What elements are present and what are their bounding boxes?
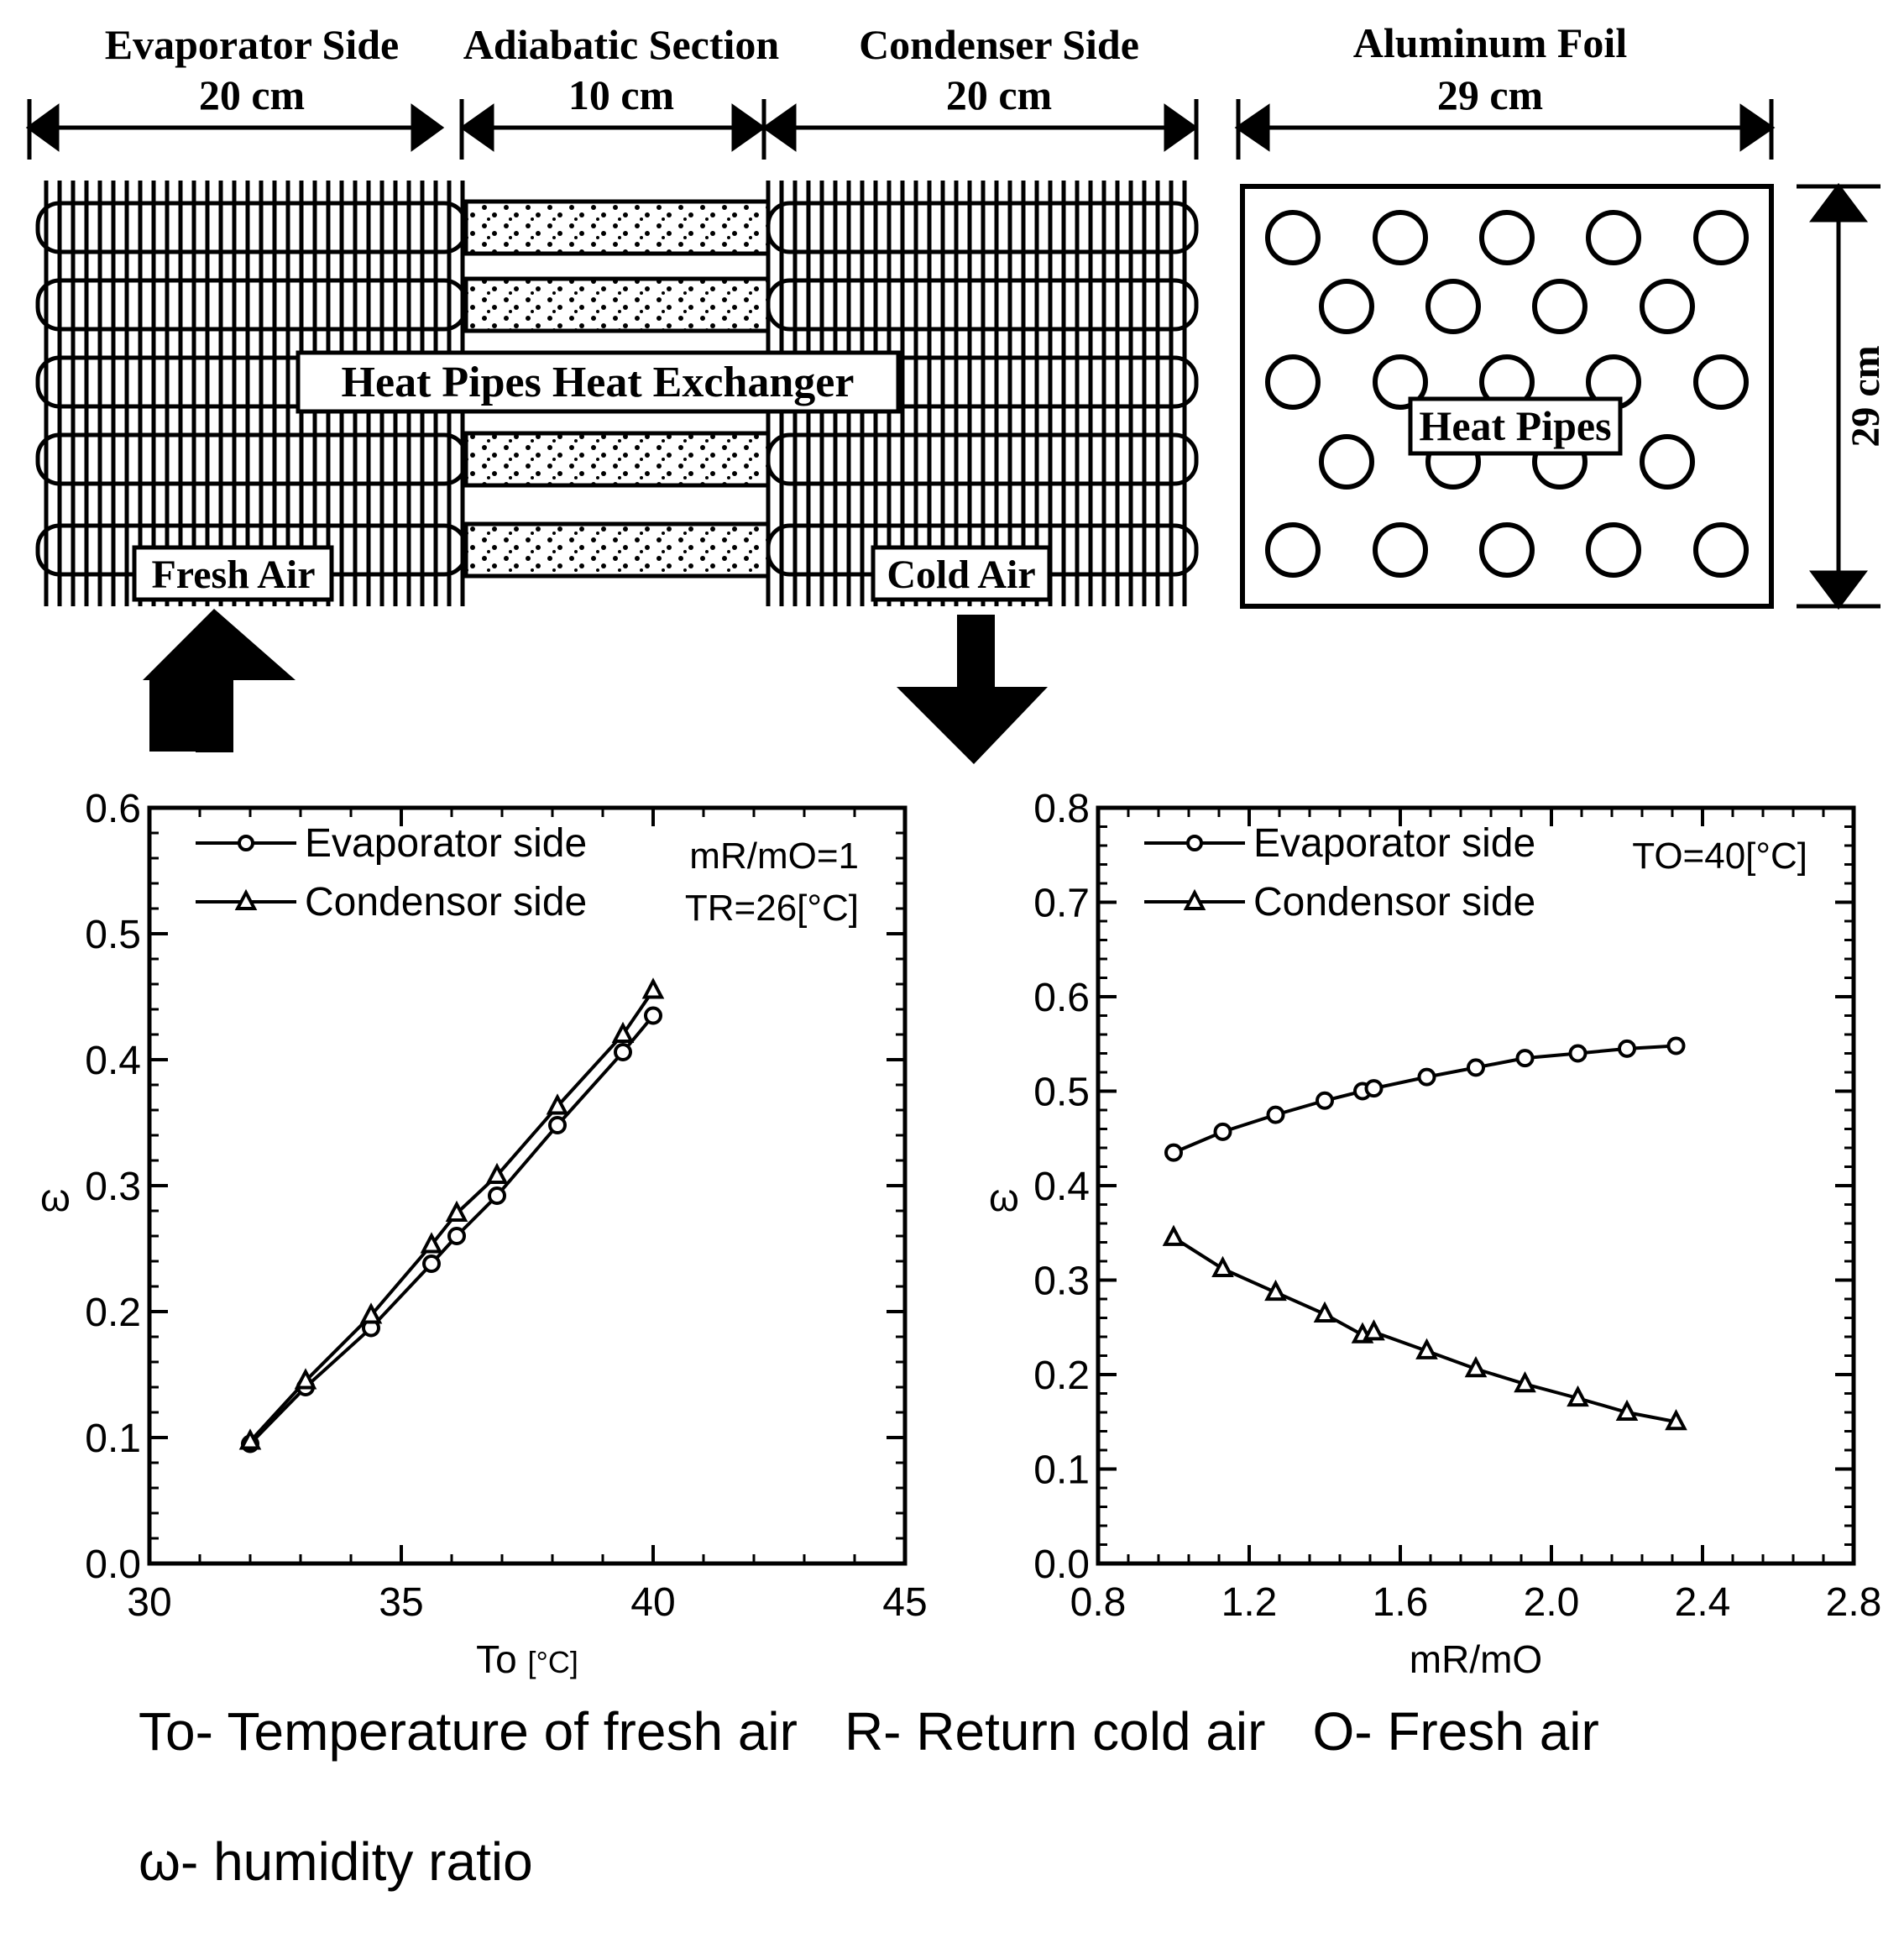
evaporator-point xyxy=(449,1228,464,1244)
condensor-point xyxy=(1467,1359,1484,1375)
cold-air-arrow xyxy=(897,687,1048,764)
condensor-point xyxy=(1316,1305,1333,1321)
evaporator-point xyxy=(646,1008,661,1024)
y-tick-label: 0.1 xyxy=(85,1417,141,1461)
evaporator-point xyxy=(1317,1093,1332,1108)
condensor-point xyxy=(1419,1342,1436,1358)
x-tick-label: 30 xyxy=(127,1580,172,1625)
y-tick-label: 0.2 xyxy=(85,1291,141,1335)
foil-height: 29 cm xyxy=(1844,345,1888,448)
y-tick-label: 0.8 xyxy=(1033,787,1090,831)
legend-label: Condensor side xyxy=(1253,880,1536,924)
foil-title: Aluminum Foil xyxy=(1352,19,1628,66)
y-tick-label: 0.5 xyxy=(1033,1070,1090,1115)
legend-marker-triangle xyxy=(238,893,254,909)
y-tick-label: 0.2 xyxy=(1033,1354,1090,1398)
x-tick-label: 2.8 xyxy=(1825,1580,1882,1625)
condenser-length: 20 cm xyxy=(945,71,1053,118)
evaporator-title: Evaporator Side xyxy=(104,21,400,68)
adiabatic-length: 10 cm xyxy=(568,71,675,118)
legend-label: Condensor side xyxy=(305,880,588,924)
condensor-point xyxy=(1570,1389,1587,1405)
evaporator-point xyxy=(424,1256,439,1271)
chart-temperature xyxy=(40,787,928,1679)
condensor-point xyxy=(1165,1228,1182,1244)
x-tick-label: 1.2 xyxy=(1221,1580,1278,1625)
y-tick-label: 0.6 xyxy=(85,787,141,831)
evaporator-point xyxy=(1518,1050,1533,1066)
x-tick-label: 35 xyxy=(379,1580,424,1625)
chart-mass-ratio xyxy=(989,787,1881,1679)
evaporator-point xyxy=(1420,1070,1435,1085)
evaporator-point xyxy=(1571,1046,1586,1061)
evaporator-point xyxy=(489,1188,505,1203)
x-axis-label: To [°C] xyxy=(476,1637,578,1679)
y-tick-label: 0.4 xyxy=(1033,1165,1090,1209)
condensor-point xyxy=(645,982,662,998)
exchanger-label: Heat Pipes Heat Exchanger xyxy=(341,359,855,406)
evaporator-point xyxy=(615,1045,630,1060)
heat-pipes-label: Heat Pipes xyxy=(1419,402,1612,449)
caption-o: O- Fresh air xyxy=(1312,1701,1599,1762)
condensor-point xyxy=(1517,1375,1534,1391)
y-axis-label: ω xyxy=(989,1176,1019,1219)
x-tick-label: 40 xyxy=(630,1580,676,1625)
x-tick-label: 0.8 xyxy=(1070,1580,1127,1625)
foil-width: 29 cm xyxy=(1436,71,1544,118)
legend-marker-circle xyxy=(239,836,253,850)
x-tick-label: 1.6 xyxy=(1372,1580,1429,1625)
evaporator-point xyxy=(1619,1041,1635,1056)
cold-air-label: Cold Air xyxy=(887,553,1036,597)
series-line-evaporator xyxy=(1174,1046,1676,1153)
caption-omega: ω- humidity ratio xyxy=(139,1831,533,1892)
condensor-point xyxy=(1668,1412,1685,1428)
condensor-point xyxy=(1619,1403,1635,1419)
evaporator-point xyxy=(1367,1081,1382,1096)
y-tick-label: 0.5 xyxy=(85,913,141,957)
caption-r: R- Return cold air xyxy=(844,1701,1266,1762)
evaporator-length: 20 cm xyxy=(198,71,306,118)
condensor-point xyxy=(1268,1283,1284,1299)
y-axis-label: ω xyxy=(40,1176,71,1219)
evaporator-point xyxy=(1669,1039,1684,1054)
y-tick-label: 0.4 xyxy=(85,1039,141,1083)
fresh-air-arrow-head xyxy=(147,611,290,680)
x-tick-label: 45 xyxy=(882,1580,928,1625)
evaporator-point xyxy=(1268,1108,1284,1123)
chart-annotation: TR=26[°C] xyxy=(684,888,859,929)
series-line-condensor xyxy=(1174,1238,1676,1422)
x-tick-label: 2.4 xyxy=(1674,1580,1731,1625)
evaporator-point xyxy=(550,1118,565,1133)
evaporator-point xyxy=(1468,1060,1483,1075)
caption-line-1 xyxy=(139,1700,1646,1763)
legend-marker-circle xyxy=(1188,836,1201,850)
y-tick-label: 0.6 xyxy=(1033,976,1090,1020)
adiabatic-title: Adiabatic Section xyxy=(463,21,780,68)
caption-to: To- Temperature of fresh air xyxy=(139,1701,798,1762)
chart-annotation: mR/mO=1 xyxy=(689,835,859,877)
cold-air-arrow-stem xyxy=(957,615,995,699)
legend-marker-triangle xyxy=(1186,893,1203,909)
chart-annotation: TO=40[°C] xyxy=(1632,835,1807,877)
caption-line-2 xyxy=(139,1831,580,1893)
y-tick-label: 0.3 xyxy=(1033,1259,1090,1304)
x-tick-label: 2.0 xyxy=(1523,1580,1580,1625)
y-tick-label: 0.7 xyxy=(1033,881,1090,926)
exchanger-diagram xyxy=(29,19,1888,764)
legend-label: Evaporator side xyxy=(305,821,588,866)
condensor-point xyxy=(1366,1323,1383,1338)
condensor-point xyxy=(1215,1260,1232,1275)
y-tick-label: 0.3 xyxy=(85,1165,141,1209)
foil-sheet xyxy=(1242,186,1771,606)
y-tick-label: 0.1 xyxy=(1033,1448,1090,1493)
legend-label: Evaporator side xyxy=(1253,821,1536,866)
fresh-air-label: Fresh Air xyxy=(151,553,316,597)
y-tick-label: 0.0 xyxy=(85,1543,141,1587)
x-axis-label: mR/mO xyxy=(1409,1637,1543,1679)
y-tick-label: 0.0 xyxy=(1033,1543,1090,1587)
condenser-title: Condenser Side xyxy=(859,21,1139,68)
evaporator-point xyxy=(1216,1124,1231,1139)
evaporator-point xyxy=(1166,1145,1181,1160)
